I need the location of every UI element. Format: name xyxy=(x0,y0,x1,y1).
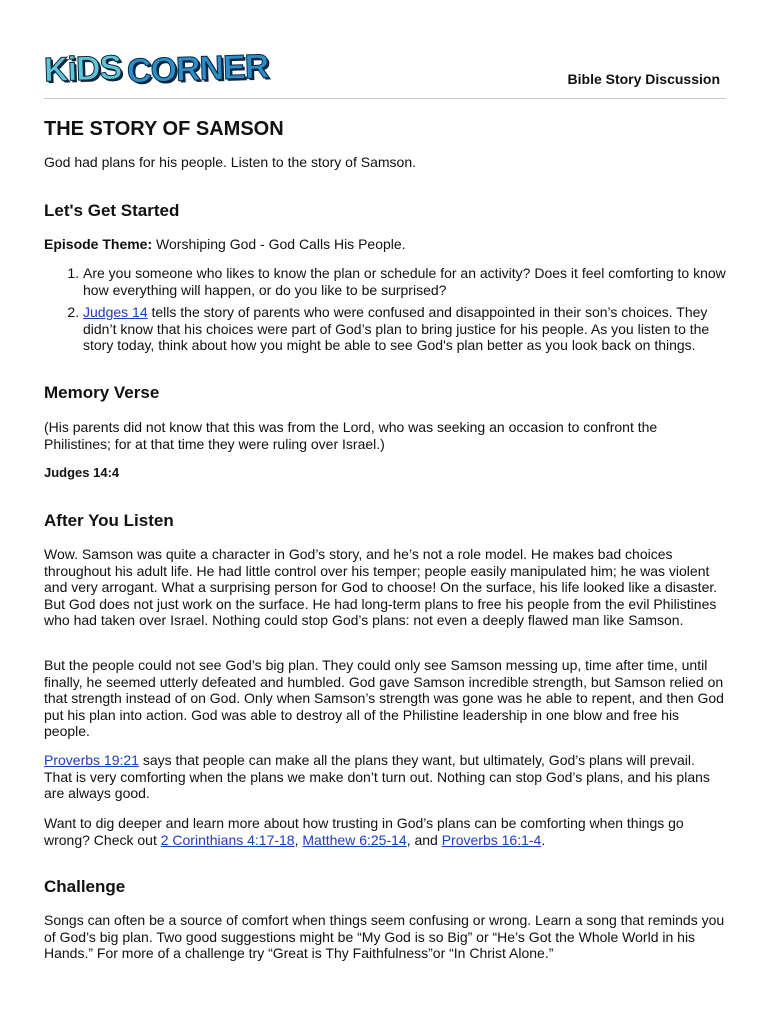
link-proverbs-16[interactable]: Proverbs 16:1-4 xyxy=(441,831,542,848)
end-punctuation: . xyxy=(541,831,546,848)
discussion-questions-list xyxy=(44,265,739,360)
separator-text: , xyxy=(294,831,303,848)
header-title: Bible Story Discussion xyxy=(567,71,720,87)
section-heading-after-listen: After You Listen xyxy=(44,511,174,530)
memory-verse-reference: Judges 14:4 xyxy=(44,465,120,480)
separator-text: , and xyxy=(406,831,442,848)
after-listen-paragraph-1: Wow. Samson was quite a character in God’s story, and he’s not a role model. He makes bad choices throughout his adult life. He had little control over his temper; people easily manipulated him; he was violent and very arrogant. What a surprising person for God to choose! On the surface, his life looked like a disaster. But God does not just work on the surface. He had long-term plans to free his people from the evil Philistines who had taken over Israel. Nothing could stop God’s plans: not even a deeply flawed man like Samson. xyxy=(44,546,718,629)
section-heading-challenge: Challenge xyxy=(44,877,126,896)
intro-text: God had plans for his people. Listen to the story of Samson. xyxy=(44,154,416,170)
list-item-text: tells the story of parents who were confused and disappointed in their son’s choices. They didn’t know that his choices were part of God’s plan to bring justice for his people. As you listen to the story today, think about how you might be able to see God's plan better as you look back on things. xyxy=(83,304,710,354)
link-matthew[interactable]: Matthew 6:25-14 xyxy=(302,831,407,848)
document-page xyxy=(43,0,726,962)
page-header xyxy=(44,0,726,99)
after-listen-paragraph-3 xyxy=(44,752,726,802)
section-heading-memory-verse: Memory Verse xyxy=(44,383,160,402)
list-item xyxy=(83,304,739,354)
paragraph-text: Want to dig deeper and learn more about how trusting in God’s plans can be comforting when things go wrong? Check out xyxy=(44,815,684,848)
list-item: 1. Are you someone who likes to know the plan or schedule for an activity? Does it feel comforting to know how everything will happen, or do you like to be surprised? xyxy=(83,265,739,298)
memory-verse-text: (His parents did not know that this was from the Lord, who was seeking an occasion to confront the Philistines; for at that time they were ruling over Israel.) xyxy=(44,419,658,452)
kids-corner-logo[interactable] xyxy=(44,48,269,90)
link-proverbs-19-21[interactable]: Proverbs 19:21 xyxy=(44,752,139,768)
after-listen-paragraph-2: But the people could not see God’s big plan. They could only see Samson messing up, time after time, until finally, he seemed utterly defeated and humbled. God gave Samson incredible strength, but Samson relied on that strength instead of on God. Only when Samson’s strength was gone was he able to repent, and then God put his plan into action. God was able to destroy all of the Philistine leadership in one blow and free his people. xyxy=(44,657,724,740)
after-listen-paragraph-4 xyxy=(44,815,726,848)
logo-kids-text: KiDS xyxy=(43,48,122,90)
section-heading-get-started: Let's Get Started xyxy=(44,201,180,220)
episode-theme-label: Episode Theme: xyxy=(44,236,153,252)
link-2-corinthians[interactable]: 2 Corinthians 4:17-18 xyxy=(160,831,295,848)
episode-theme-text: Worshiping God - God Calls His People. xyxy=(152,236,406,252)
episode-theme xyxy=(44,236,726,253)
challenge-text: Songs can often be a source of comfort when things seem confusing or wrong. Learn a song that reminds you of God’s big plan. Two good suggestions might be “My God is so Big” or “He’s Got the Whole World in his Hands.” For more of a challenge try “Great is Thy Faithfulness”or “In Christ Alone.” xyxy=(44,912,725,962)
link-judges-14[interactable]: Judges 14 xyxy=(83,304,148,321)
logo-corner-text: CORNER xyxy=(126,47,270,91)
paragraph-text: says that people can make all the plans they want, but ultimately, God’s plans will prevail. That is very comforting when the plans we make don’t turn out. Nothing can stop God’s plans, and his plans are always good. xyxy=(44,752,710,802)
page-title: THE STORY OF SAMSON xyxy=(44,118,284,140)
